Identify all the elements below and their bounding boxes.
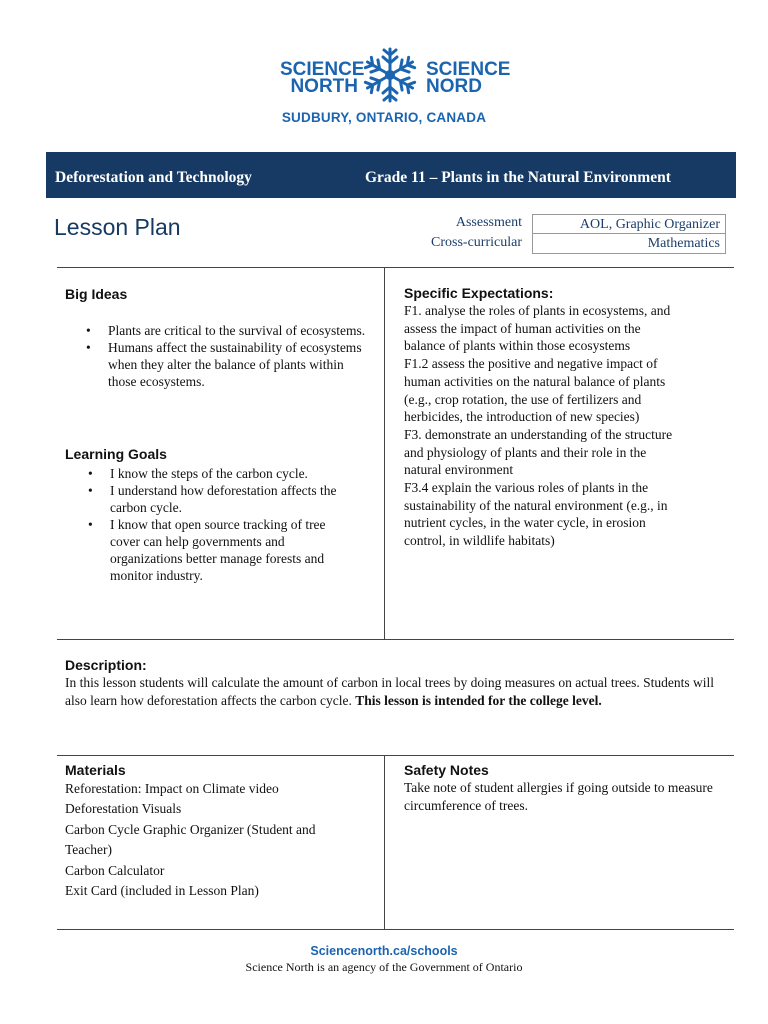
expectation-line: natural environment <box>404 462 514 478</box>
page-title: Lesson Plan <box>54 214 181 240</box>
lesson-topic: Deforestation and Technology <box>55 169 252 186</box>
specific-expectations-heading: Specific Expectations: <box>404 285 554 301</box>
materials-heading: Materials <box>65 762 126 778</box>
expectation-line: herbicides, the introduction of new species) <box>404 409 640 425</box>
learning-goals-heading: Learning Goals <box>65 446 167 462</box>
list-item: Carbon Calculator <box>65 862 165 878</box>
expectation-line: human activities on the natural balance of plants <box>404 373 666 389</box>
header-bar <box>46 152 736 198</box>
expectation-line: sustainability of the natural environment (e.g., in <box>404 497 668 513</box>
specific-expectations-text <box>404 302 734 550</box>
column-divider <box>384 755 385 929</box>
footer-note: Science North is an agency of the Government of Ontario <box>245 960 523 974</box>
list-item: • Humans affect the sustainability of ecosystems when they alter the balance of plants within those ecosystems. <box>86 339 368 390</box>
description-body: In this lesson students will calculate the amount of carbon in local trees by doing measures on actual trees. Students will also learn how deforestation affects the carbon cycle. <box>65 675 714 708</box>
expectation-line: F3.4 explain the various roles of plants in the <box>404 480 649 496</box>
footer-link[interactable]: Sciencenorth.ca/schools <box>310 944 458 958</box>
list-item: • I understand how deforestation affects the carbon cycle. <box>88 482 356 516</box>
safety-notes-heading: Safety Notes <box>404 762 489 778</box>
logo-left-line1: SCIENCE <box>280 59 365 80</box>
science-north-logo <box>0 40 768 130</box>
snowflake-icon <box>360 45 420 105</box>
list-item: Carbon Cycle Graphic Organizer (Student and Teacher) <box>65 821 316 858</box>
big-ideas-heading: Big Ideas <box>65 286 128 302</box>
assessment-label: Assessment <box>455 215 522 230</box>
logo-left-line2: NORTH <box>290 76 358 97</box>
list-item: • I know that open source tracking of tree cover can help governments and organizations better manage forests and monitor industry. <box>88 516 356 584</box>
logo-right-line1: SCIENCE <box>426 59 511 80</box>
column-divider <box>384 267 385 639</box>
logo-right-line2: NORD <box>426 76 482 97</box>
logo-location: SUDBURY, ONTARIO, CANADA <box>281 110 487 125</box>
materials-list <box>65 779 365 901</box>
divider <box>57 267 734 268</box>
cross-curricular-value: Mathematics <box>532 234 726 254</box>
safety-notes-text: Take note of student allergies if going outside to measure circumference of trees. <box>404 780 713 813</box>
logo-text-left <box>280 59 365 97</box>
learning-goals-list <box>88 465 356 584</box>
description-text <box>65 674 725 710</box>
divider <box>57 639 734 640</box>
big-ideas-list <box>86 322 368 390</box>
expectation-line: balance of plants within those ecosystems <box>404 338 631 354</box>
list-item: • Plants are critical to the survival of ecosystems. <box>86 322 368 339</box>
divider <box>57 755 734 756</box>
list-item: • I know the steps of the carbon cycle. <box>88 465 356 482</box>
expectation-line: F3. demonstrate an understanding of the structure <box>404 426 673 442</box>
course-title: Grade 11 – Plants in the Natural Environment <box>365 169 671 186</box>
expectation-line: and physiology of plants and their role in the <box>404 444 647 460</box>
expectation-line: control, in wildlife habitats) <box>404 533 555 549</box>
expectation-line: (e.g., crop rotation, the use of fertilizers and <box>404 391 642 407</box>
expectation-line: F1. analyse the roles of plants in ecosystems, and <box>404 303 671 318</box>
divider <box>57 929 734 930</box>
cross-curricular-label: Cross-curricular <box>431 235 522 250</box>
expectation-line: F1.2 assess the positive and negative impact of <box>404 356 658 372</box>
list-item: Deforestation Visuals <box>65 801 182 817</box>
expectation-line: assess the impact of human activities on the <box>404 320 641 336</box>
list-item: Reforestation: Impact on Climate video <box>65 781 279 796</box>
assessment-value: AOL, Graphic Organizer <box>532 214 726 234</box>
description-heading: Description: <box>65 657 147 673</box>
list-item: Exit Card (included in Lesson Plan) <box>65 883 259 899</box>
expectation-line: nutrient cycles, in the water cycle, in erosion <box>404 515 646 531</box>
description-note: This lesson is intended for the college level. <box>355 693 602 708</box>
logo-text-right <box>426 61 516 95</box>
